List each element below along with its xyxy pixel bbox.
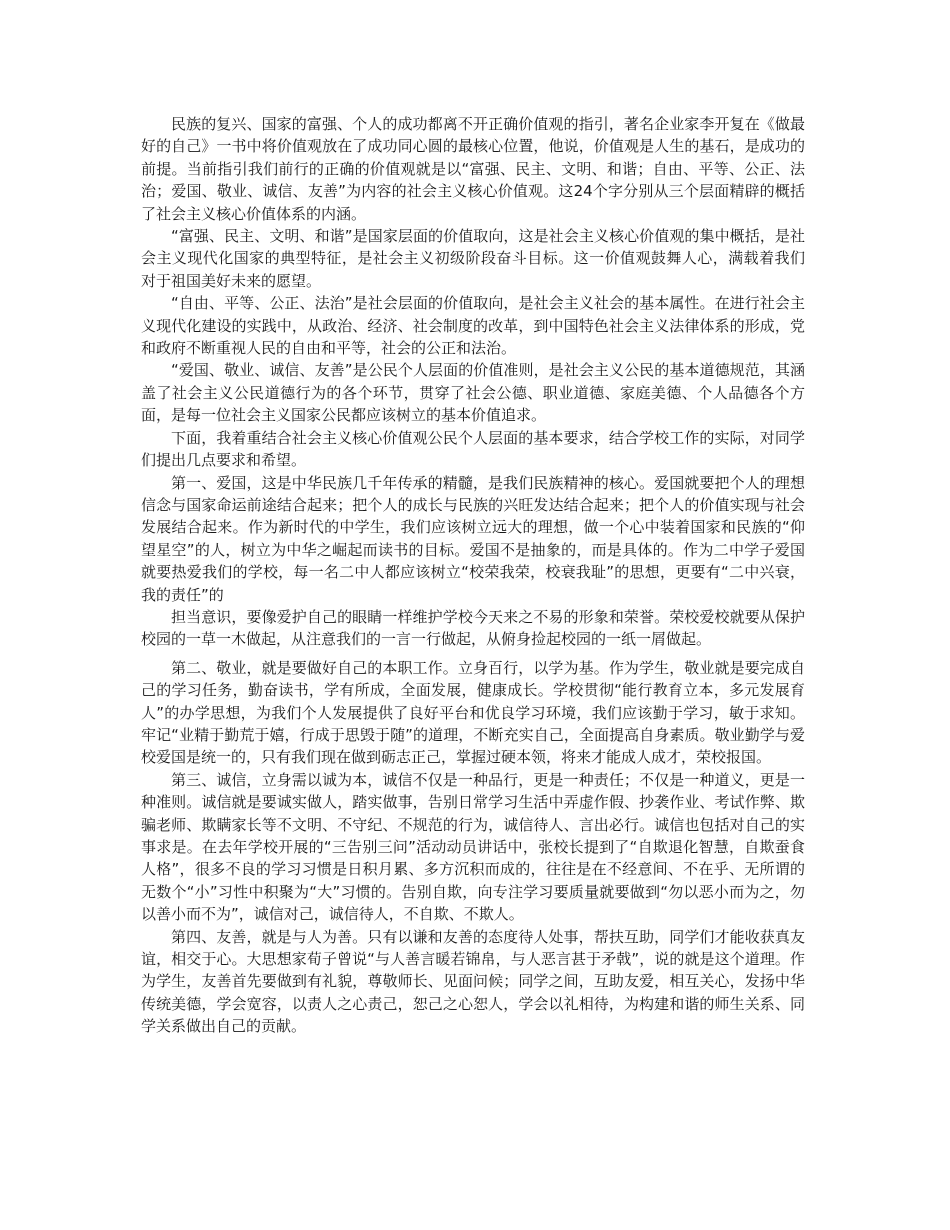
paragraph-integrity: 第三、诚信，立身需以诚为本，诚信不仅是一种品行，更是一种责任；不仅是一种道义，更是一种准则。诚信就是要诚实做人，踏实做事，告别日常学习生活中弄虚作假、抄袭作业、考试作弊、欺骗老师、欺瞒家长等不文明、不守纪、不规范的行为，诚信待人、言出必行。诚信也包括对自己的实事求是。在去年学校开展的“三告别三问”活动动员讲话中，张校长提到了“自欺退化智慧，自欺蚕食人格”，很多不良的学习习惯是日积月累、多方沉积而成的，往往是在不经意间、不在乎、无所谓的无数个“小”习性中积聚为“大”习惯的。告别自欺，向专注学习要质量就要做到“勿以恶小而为之，勿以善小而不为”，诚信对己，诚信待人，不自欺、不欺人。 xyxy=(141,770,805,924)
paragraph-individual-level: “爱国、敬业、诚信、友善”是公民个人层面的价值准则，是社会主义公民的基本道德规范，其涵盖了社会主义公民道德行为的各个环节，贯穿了社会公德、职业道德、家庭美德、个人品德各个方面，是每一位社会主义国家公民都应该树立的基本价值追求。 xyxy=(141,361,805,425)
paragraph-patriotism: 第一、爱国，这是中华民族几千年传承的精髓，是我们民族精神的核心。爱国就要把个人的理想信念与国家命运前途结合起来；把个人的成长与民族的兴旺发达结合起来；把个人的价值实现与社会发展结合起来。作为新时代的中学生，我们应该树立远大的理想，做一个心中装着国家和民族的“仰望星空”的人，树立为中华之崛起而读书的目标。爱国不是抽象的，而是具体的。作为二中学子爱国就要热爱我们的学校，每一名二中人都应该树立“校荣我荣，校衰我耻”的思想，更要有“二中兴衰，我的责任”的 xyxy=(141,473,805,604)
paragraph-friendliness: 第四、友善，就是与人为善。只有以谦和友善的态度待人处事，帮扶互助，同学们才能收获真友谊，相交于心。大思想家荀子曾说“与人善言暖若锦帛，与人恶言甚于矛戟”，说的就是这个道理。作为学生，友善首先要做到有礼貌，尊敬师长、见面问候；同学之间，互助友爱，相互关心，发扬中华传统美德，学会宽容，以责人之心责己，恕己之心恕人，学会以礼相待，为构建和谐的师生关系、同学关系做出自己的贡献。 xyxy=(141,927,805,1036)
paragraph-dedication: 第二、敬业，就是要做好自己的本职工作。立身百行，以学为基。作为学生，敬业就是要完成自己的学习任务，勤奋读书，学有所成，全面发展，健康成长。学校贯彻“能行教育立本，多元发展育人”的办学思想，为我们个人发展提供了良好平台和优良学习环境，我们应该勤于学习，敏于求知。牢记“业精于勤荒于嬉，行成于思毁于随”的道理，不断充实自己，全面提高自身素质。敬业勤学与爱校爱国是统一的，只有我们现在做到砺志正己，掌握过硬本领，将来才能成人成才，荣校报国。 xyxy=(141,658,805,767)
paragraph-intro: 民族的复兴、国家的富强、个人的成功都离不开正确价值观的指引，著名企业家李开复在《做最好的自己》一书中将价值观放在了成功同心圆的最核心位置，他说，价值观是人生的基石，是成功的前提。当前指引我们前行的正确的价值观就是以“富强、民主、文明、和谐；自由、平等、公正、法治；爱国、敬业、诚信、友善”为内容的社会主义核心价值观。这24个字分别从三个层面精辟的概括了社会主义核心价值体系的内涵。 xyxy=(141,115,805,223)
paragraph-national-level: “富强、民主、文明、和谐”是国家层面的价值取向，这是社会主义核心价值观的集中概括，是社会主义现代化国家的典型特征，是社会主义初级阶段奋斗目标。这一价值观鼓舞人心，满载着我们 对于祖国美好未来的愿望。 xyxy=(141,227,805,290)
paragraph-patriotism-continued: 担当意识，要像爱护自己的眼睛一样维护学校今天来之不易的形象和荣誉。荣校爱校就要从保护校园的一草一木做起，从注意我们的一言一行做起，从俯身捡起校园的一纸一屑做起。 xyxy=(141,607,805,649)
paragraph-social-level: “自由、平等、公正、法治”是社会层面的价值取向，是社会主义社会的基本属性。在进行社会主义现代化建设的实践中，从政治、经济、社会制度的改革，到中国特色社会主义法律体系的形成，党和政府不断重视人民的自由和平等，社会的公正和法治。 xyxy=(141,294,805,358)
document-body xyxy=(141,113,805,1038)
paragraph-transition: 下面，我着重结合社会主义核心价值观公民个人层面的基本要求，结合学校工作的实际，对同学们提出几点要求和希望。 xyxy=(141,428,805,470)
